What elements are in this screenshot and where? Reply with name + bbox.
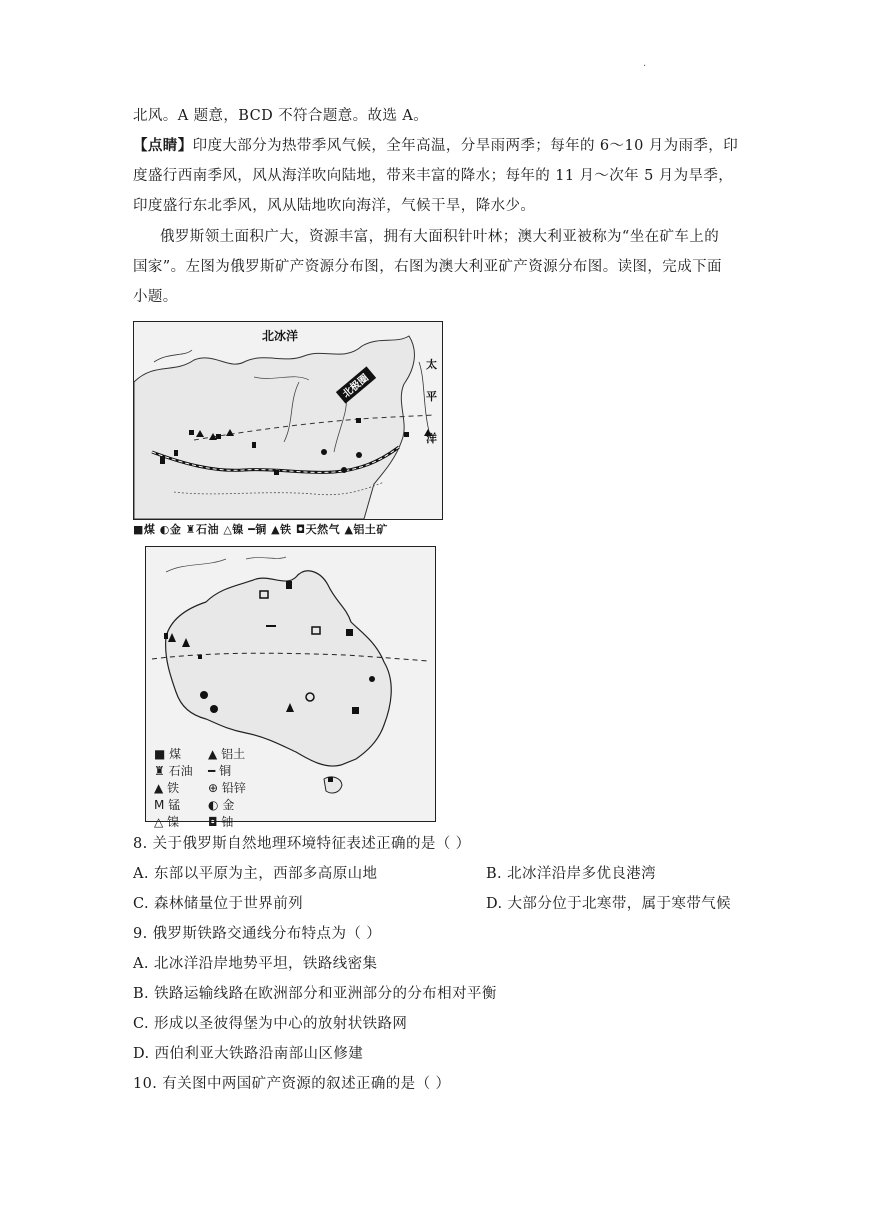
tip-paragraph-line: 度盛行西南季风，风从海洋吹向陆地，带来丰富的降水；每年的 11 月～次年 5 月为旱季， (133, 168, 734, 184)
legend-item-oil: ♜ 石油 (154, 764, 193, 778)
russia-map-legend: ■煤 ◐金 ♜石油 △镍 ━铜 ▲铁 ◘天然气 ▲铝土矿 (133, 523, 388, 536)
legend-item-lead-zinc: ⊕ 铅锌 (208, 781, 246, 795)
legend-item-bauxite: ▲ 铝土 (208, 747, 246, 761)
question-9-option-a[interactable]: A. 北冰洋沿岸地势平坦，铁路线密集 (133, 956, 378, 972)
australia-legend-col1 (154, 745, 193, 830)
question-8-option-c[interactable]: C. 森林储量位于世界前列 (133, 896, 303, 912)
question-9-option-b[interactable]: B. 铁路运输线路在欧洲部分和亚洲部分的分布相对平衡 (133, 986, 497, 1002)
legend-item-coal: ■ 煤 (154, 747, 182, 761)
label-pacific-3: 洋 (426, 432, 437, 445)
russia-mineral-map (133, 321, 443, 520)
question-8-option-d[interactable]: D. 大部分位于北寒带，属于寒带气候 (486, 896, 732, 912)
tip-text: 印度大部分为热带季风气候，全年高温，分旱雨两季；每年的 6～10 月为雨季，印 (192, 138, 739, 154)
intro-paragraph-line: 小题。 (133, 289, 178, 305)
legend-item-gold: ◐ 金 (208, 798, 235, 812)
page-marker: . (643, 58, 647, 69)
question-8: 8. 关于俄罗斯自然地理环境特征表述正确的是（ ） (133, 836, 471, 852)
russia-map-graphic (134, 322, 442, 519)
label-arctic-ocean: 北冰洋 (262, 329, 299, 343)
question-9: 9. 俄罗斯铁路交通线分布特点为（ ） (133, 926, 382, 942)
question-9-option-d[interactable]: D. 西伯利亚大铁路沿南部山区修建 (133, 1046, 364, 1062)
tip-paragraph-line (133, 136, 738, 156)
legend-item-uranium: ◘ 铀 (208, 815, 234, 829)
question-9-option-c[interactable]: C. 形成以圣彼得堡为中心的放射状铁路网 (133, 1016, 408, 1032)
intro-paragraph-line: 俄罗斯领土面积广大，资源丰富，拥有大面积针叶林；澳大利亚被称为“坐在矿车上的 (160, 229, 720, 245)
legend-item-nickel: △ 镍 (154, 815, 180, 829)
text-line: 北风。A 题意，BCD 不符合题意。故选 A。 (133, 108, 429, 124)
label-pacific-2: 平 (426, 390, 437, 403)
legend-item-iron: ▲ 铁 (154, 781, 180, 795)
tip-paragraph-line: 印度盛行东北季风，风从陆地吹向海洋，气候干旱，降水少。 (133, 198, 536, 214)
question-8-option-a[interactable]: A. 东部以平原为主，西部多高原山地 (133, 866, 378, 882)
label-arctic-circle: 北极圈 (340, 372, 371, 401)
tip-label: 【点睛】 (133, 137, 193, 154)
legend-item-copper: ━ 铜 (208, 764, 232, 778)
question-8-option-b[interactable]: B. 北冰洋沿岸多优良港湾 (486, 866, 657, 882)
intro-paragraph-line: 国家”。左图为俄罗斯矿产资源分布图，右图为澳大利亚矿产资源分布图。读图，完成下面 (133, 259, 722, 275)
australia-legend-col2 (208, 745, 246, 830)
label-pacific-1: 太 (426, 358, 437, 371)
question-10: 10. 有关图中两国矿产资源的叙述正确的是（ ） (133, 1076, 451, 1092)
australia-mineral-map (145, 546, 436, 829)
legend-item-manganese: M 锰 (154, 798, 181, 812)
